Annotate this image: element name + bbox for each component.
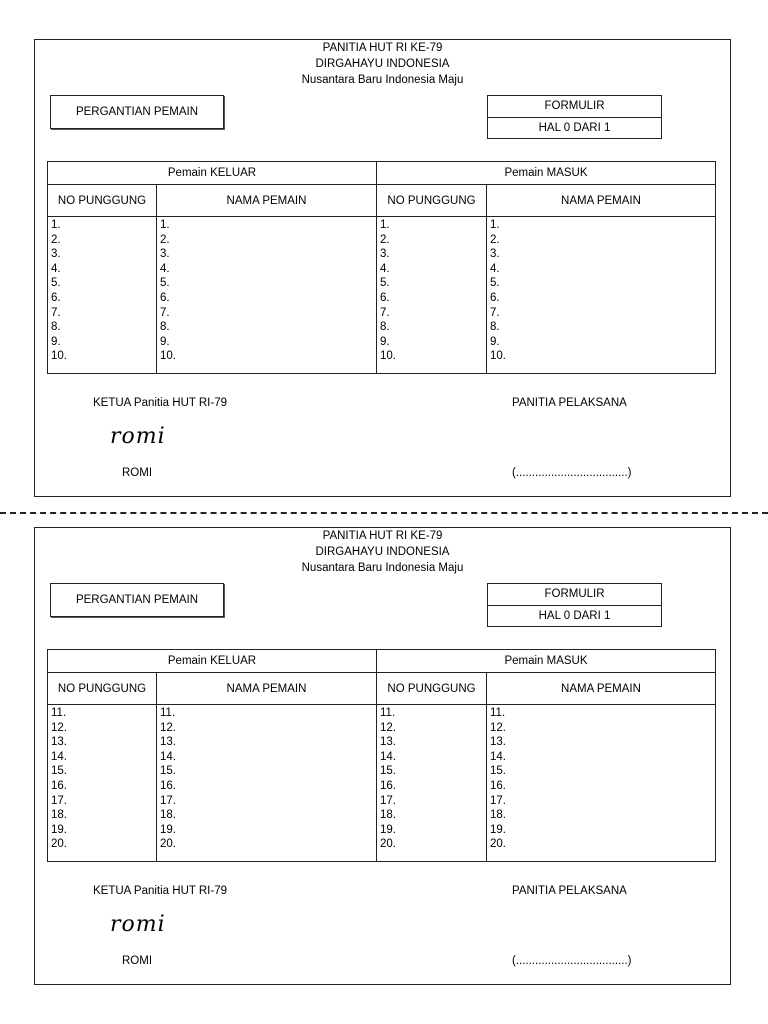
row-number: 3. xyxy=(380,248,390,261)
substitution-form-1 xyxy=(34,39,731,497)
header-line-1: PANITIA HUT RI KE-79 xyxy=(322,530,443,542)
group-out-header: Pemain KELUAR xyxy=(48,162,377,185)
row-number: 2. xyxy=(380,233,390,246)
page-indicator: HAL 0 DARI 1 xyxy=(487,117,662,139)
ketua-label: KETUA Panitia HUT RI-79 xyxy=(93,397,228,409)
in-number-header: NO PUNGGUNG xyxy=(377,185,487,217)
out-number-header: NO PUNGGUNG xyxy=(48,185,157,217)
pelaksana-name[interactable]: (...................................) xyxy=(512,467,632,479)
row-number: 9. xyxy=(160,335,170,348)
row-number: 4. xyxy=(490,262,500,275)
header-line-2: DIRGAHAYU INDONESIA xyxy=(315,546,450,558)
row-number: 17. xyxy=(51,794,67,807)
substitution-form-2 xyxy=(34,527,731,985)
row-number: 13. xyxy=(160,736,176,749)
pelaksana-name[interactable]: (...................................) xyxy=(512,955,632,967)
group-in-header: Pemain MASUK xyxy=(377,650,716,673)
row-number: 14. xyxy=(51,750,67,763)
row-number: 18. xyxy=(490,809,506,822)
row-number: 11. xyxy=(160,707,176,719)
row-number: 5. xyxy=(51,277,61,290)
row-number: 8. xyxy=(160,321,170,334)
header-line-2: DIRGAHAYU INDONESIA xyxy=(315,58,450,70)
header-line-3: Nusantara Baru Indonesia Maju xyxy=(301,74,464,86)
row-number: 19. xyxy=(490,823,506,836)
row-number: 19. xyxy=(380,823,396,836)
row-number: 13. xyxy=(51,736,67,749)
out-name-header: NAMA PEMAIN xyxy=(157,185,377,217)
row-number: 6. xyxy=(490,291,500,304)
form-header xyxy=(35,40,730,88)
row-number: 14. xyxy=(490,750,506,763)
formulir-label: FORMULIR xyxy=(487,95,662,118)
header-line-1: PANITIA HUT RI KE-79 xyxy=(322,42,443,54)
row-number: 13. xyxy=(490,736,506,749)
row-number: 4. xyxy=(51,262,61,275)
row-number: 5. xyxy=(160,277,170,290)
out-name-header: NAMA PEMAIN xyxy=(157,673,377,705)
in-name-header: NAMA PEMAIN xyxy=(487,673,716,705)
row-number: 14. xyxy=(160,750,176,763)
in-number-header: NO PUNGGUNG xyxy=(377,673,487,705)
row-number: 6. xyxy=(160,291,170,304)
pelaksana-label: PANITIA PELAKSANA xyxy=(512,397,627,409)
row-number: 5. xyxy=(490,277,500,290)
row-number: 1. xyxy=(160,219,170,231)
ketua-name: ROMI xyxy=(122,467,153,479)
formulir-label: FORMULIR xyxy=(487,583,662,606)
row-number: 18. xyxy=(51,809,67,822)
row-number: 16. xyxy=(160,779,176,792)
row-number: 16. xyxy=(51,779,67,792)
row-number: 20. xyxy=(160,838,176,851)
row-number: 17. xyxy=(380,794,396,807)
row-number: 10. xyxy=(160,350,176,363)
row-number: 12. xyxy=(490,721,506,734)
row-number: 14. xyxy=(380,750,396,763)
row-number: 15. xyxy=(380,765,396,778)
row-number: 3. xyxy=(160,248,170,261)
row-number: 11. xyxy=(380,707,396,719)
row-number: 16. xyxy=(380,779,396,792)
row-number: 6. xyxy=(51,291,61,304)
row-number: 12. xyxy=(380,721,396,734)
out-number-list[interactable] xyxy=(48,217,157,374)
in-name-header: NAMA PEMAIN xyxy=(487,185,716,217)
substitution-table xyxy=(47,649,716,862)
row-number: 19. xyxy=(160,823,176,836)
row-number: 20. xyxy=(380,838,396,851)
in-name-list[interactable] xyxy=(487,217,716,374)
row-number: 3. xyxy=(490,248,500,261)
row-number: 7. xyxy=(160,306,170,319)
row-number: 8. xyxy=(380,321,390,334)
row-number: 9. xyxy=(380,335,390,348)
row-number: 7. xyxy=(490,306,500,319)
row-number: 8. xyxy=(490,321,500,334)
row-number: 2. xyxy=(51,233,61,246)
row-number: 7. xyxy=(380,306,390,319)
row-number: 4. xyxy=(380,262,390,275)
row-number: 19. xyxy=(51,823,67,836)
in-number-list[interactable] xyxy=(377,705,487,862)
row-number: 9. xyxy=(490,335,500,348)
row-number: 5. xyxy=(380,277,390,290)
row-number: 10. xyxy=(490,350,506,363)
out-name-list[interactable] xyxy=(157,217,377,374)
form-title-box: PERGANTIAN PEMAIN xyxy=(50,95,224,129)
row-number: 4. xyxy=(160,262,170,275)
row-number: 10. xyxy=(51,350,67,363)
out-name-list[interactable] xyxy=(157,705,377,862)
row-number: 15. xyxy=(490,765,506,778)
form-title-box: PERGANTIAN PEMAIN xyxy=(50,583,224,617)
substitution-table xyxy=(47,161,716,374)
row-number: 7. xyxy=(51,306,61,319)
row-number: 17. xyxy=(160,794,176,807)
row-number: 1. xyxy=(490,219,500,231)
row-number: 6. xyxy=(380,291,390,304)
row-number: 1. xyxy=(380,219,390,231)
row-number: 1. xyxy=(51,219,61,231)
pelaksana-label: PANITIA PELAKSANA xyxy=(512,885,627,897)
row-number: 12. xyxy=(160,721,176,734)
signature: romi xyxy=(110,912,166,937)
row-number: 16. xyxy=(490,779,506,792)
signature: romi xyxy=(110,424,166,449)
group-out-header: Pemain KELUAR xyxy=(48,650,377,673)
out-number-list[interactable] xyxy=(48,705,157,862)
ketua-name: ROMI xyxy=(122,955,153,967)
row-number: 3. xyxy=(51,248,61,261)
form-header xyxy=(35,528,730,576)
row-number: 20. xyxy=(490,838,506,851)
row-number: 8. xyxy=(51,321,61,334)
row-number: 17. xyxy=(490,794,506,807)
row-number: 18. xyxy=(160,809,176,822)
row-number: 20. xyxy=(51,838,67,851)
row-number: 9. xyxy=(51,335,61,348)
group-in-header: Pemain MASUK xyxy=(377,162,716,185)
in-number-list[interactable] xyxy=(377,217,487,374)
row-number: 10. xyxy=(380,350,396,363)
header-line-3: Nusantara Baru Indonesia Maju xyxy=(301,562,464,574)
out-number-header: NO PUNGGUNG xyxy=(48,673,157,705)
ketua-label: KETUA Panitia HUT RI-79 xyxy=(93,885,228,897)
row-number: 11. xyxy=(490,707,506,719)
row-number: 15. xyxy=(51,765,67,778)
row-number: 18. xyxy=(380,809,396,822)
row-number: 12. xyxy=(51,721,67,734)
row-number: 2. xyxy=(490,233,500,246)
row-number: 13. xyxy=(380,736,396,749)
row-number: 15. xyxy=(160,765,176,778)
cut-line xyxy=(0,512,768,514)
page-indicator: HAL 0 DARI 1 xyxy=(487,605,662,627)
in-name-list[interactable] xyxy=(487,705,716,862)
row-number: 2. xyxy=(160,233,170,246)
row-number: 11. xyxy=(51,707,67,719)
